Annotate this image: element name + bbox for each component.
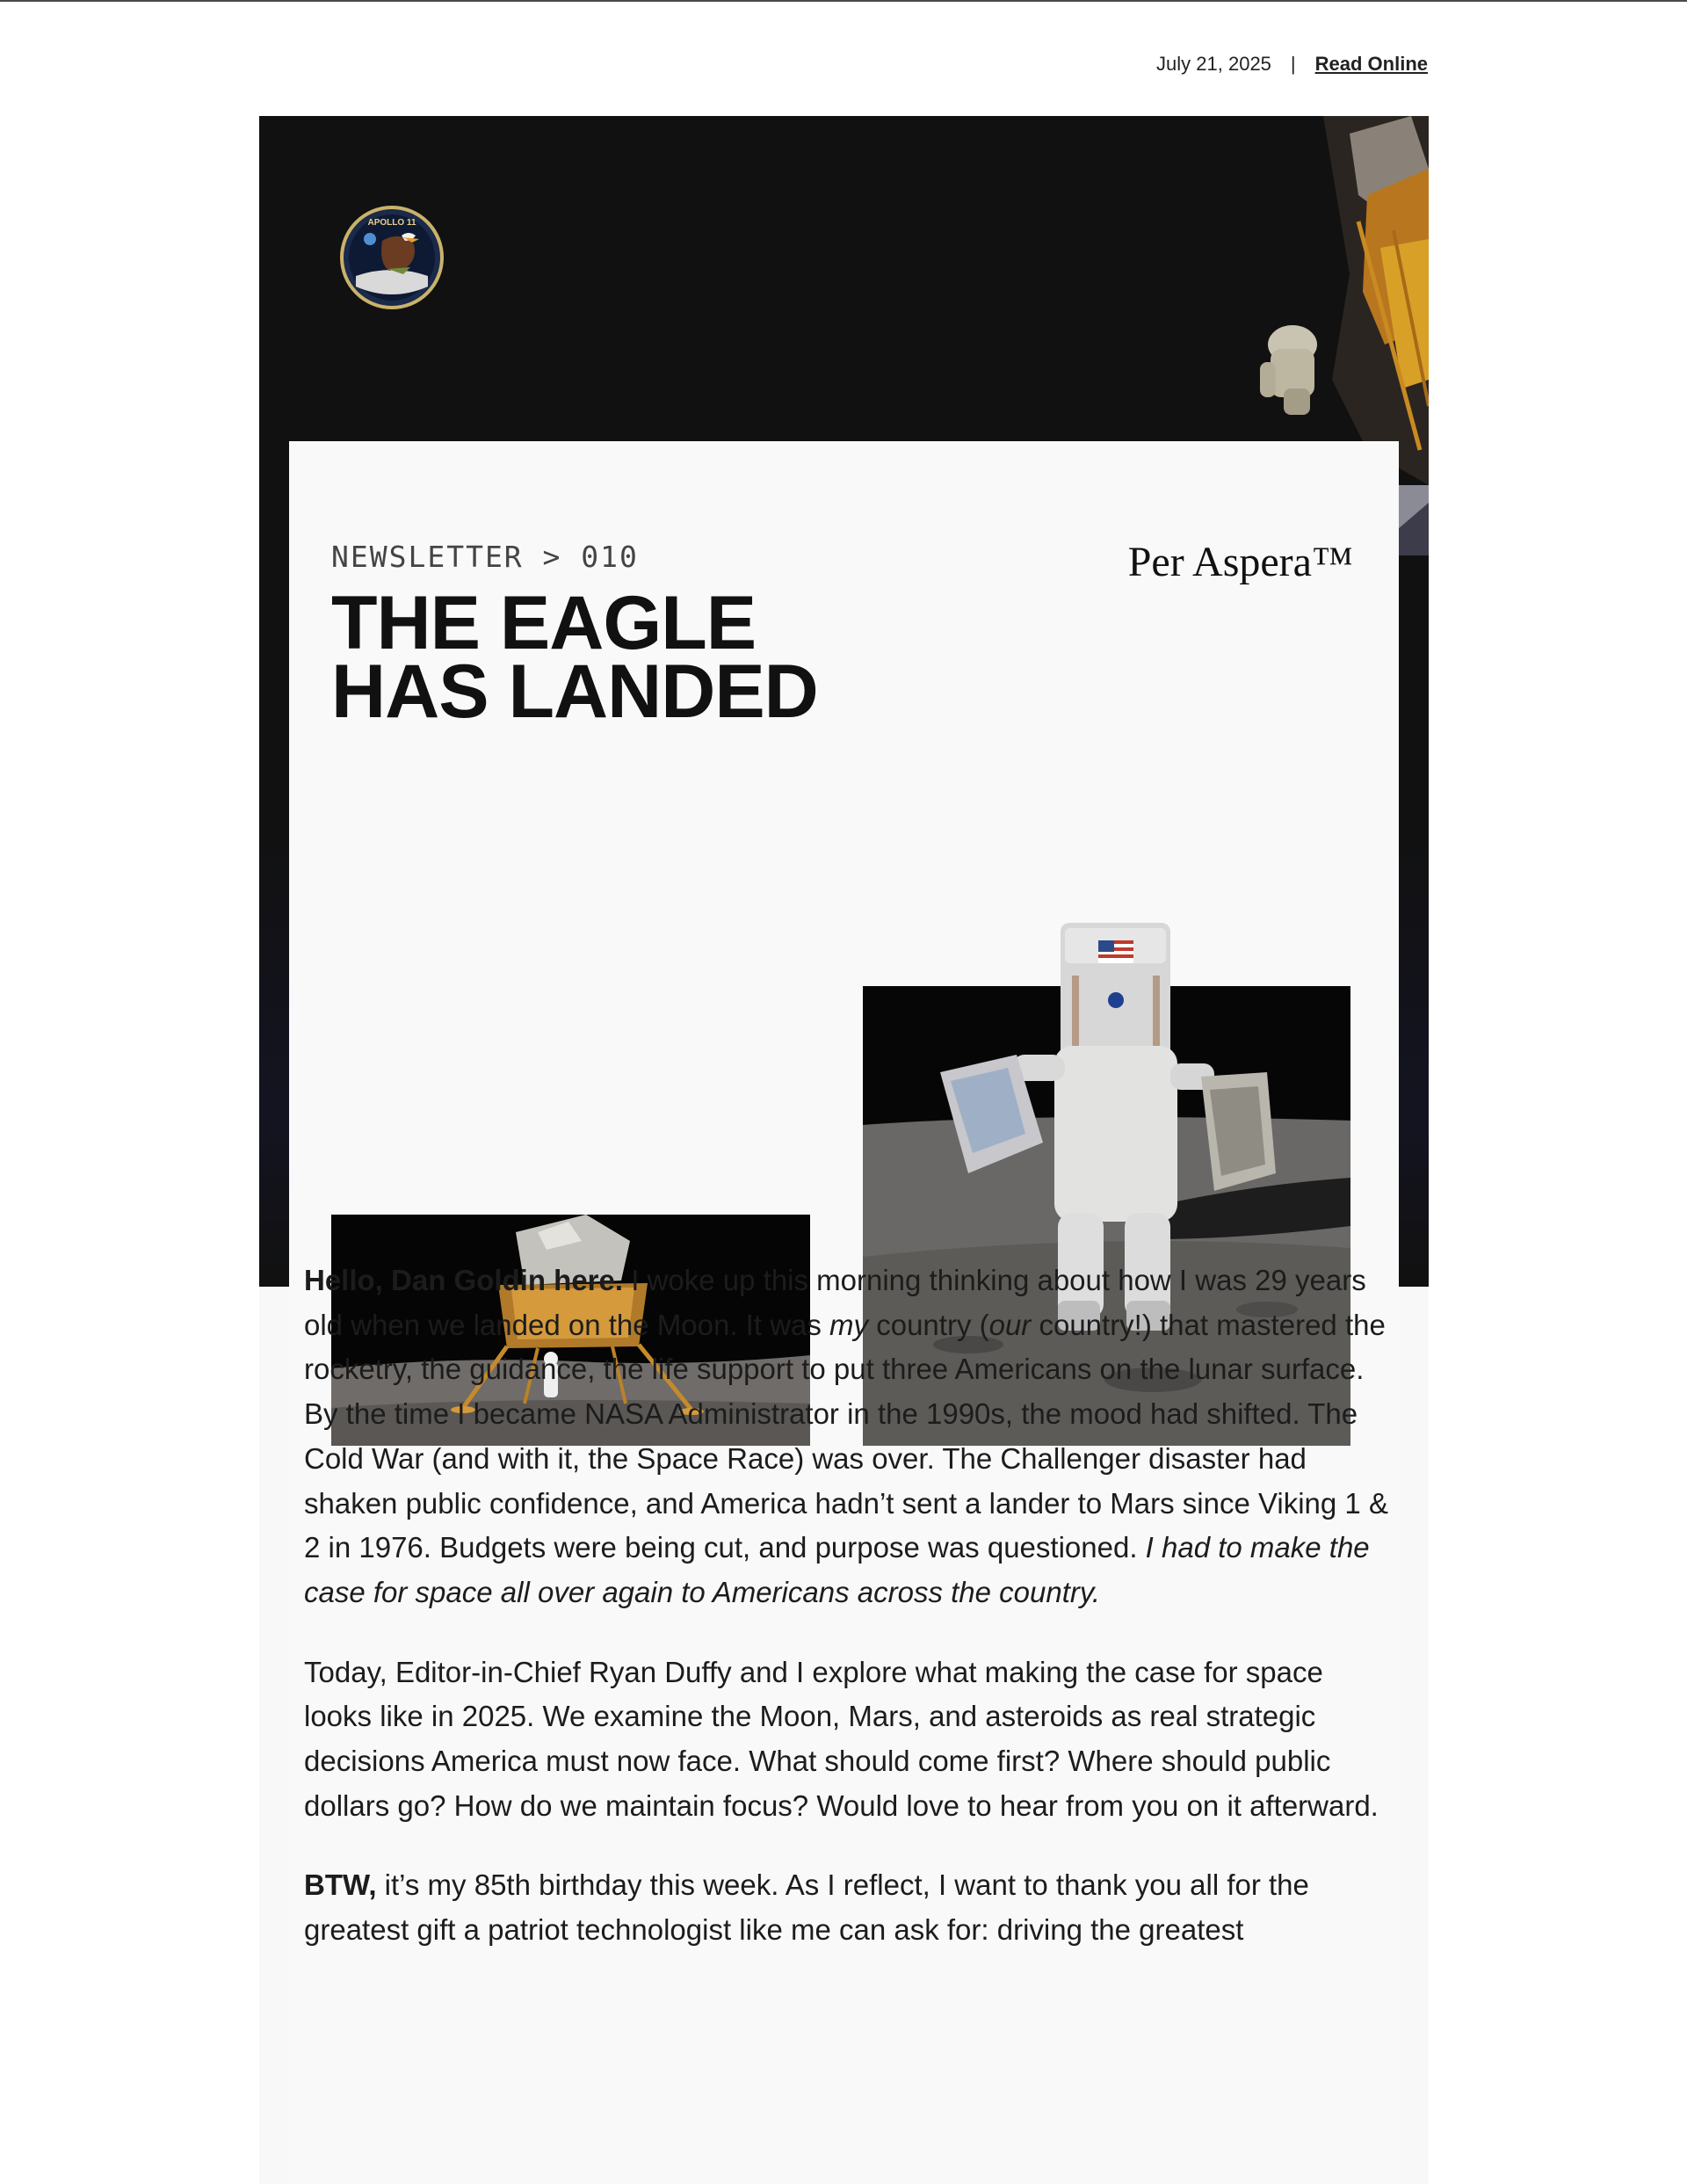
brand-logo: Per Aspera™ [1127,539,1353,585]
intro-italic-closing: I had to make the case for space all over again to Americans across the country. [304,1531,1370,1608]
top-divider [0,0,1687,2]
intro-text-1: I woke up this morning thinking about how I was 29 years old when we landed on the Moon. It was [304,1264,1366,1341]
newsletter-container [259,116,1429,2184]
newsletter-title [331,581,818,734]
email-meta-row [1156,53,1428,76]
greeting: Hello, Dan Goldin here. [304,1264,624,1296]
btw-paragraph [304,1863,1394,1952]
btw-text: it’s my 85th birthday this week. As I reflect, I want to thank you all for the greatest gift a patriot technologist like me can ask for: driving the greatest [304,1868,1309,1947]
intro-emphasis-our: our [988,1308,1032,1341]
meta-separator: | [1290,53,1296,75]
newsletter-body [304,1259,1394,1988]
title-line-1: THE EAGLE [331,581,757,665]
intro-text-2: country ( [868,1308,989,1341]
second-paragraph: Today, Editor-in-Chief Ryan Duffy and I explore what making the case for space looks like in 2025. We examine the Moon, Mars, and asteroids as real strategic decisions America must now face. What should come first? Where should public dollars go? How do we maintain focus? Would love to hear from you on it afterward. [304,1655,1379,1822]
intro-text-3: country!) that mastered the rocketry, the guidance, the life support to put three Americans on the lunar surface. By the time I became NASA Administrator in the 1990s, the mood had shifted. The Cold War (and with it, the Space Race) was over. The Challenger disaster had shaken public confidence, and America hadn’t sent a lander to Mars since Viking 1 & 2 in 1976. Budgets were being cut, and purpose was questioned. [304,1308,1388,1564]
read-online-link[interactable]: Read Online [1314,53,1428,75]
patch-text: APOLLO 11 [367,218,416,228]
apollo-11-patch-logo [340,206,444,309]
intro-emphasis-my: my [829,1308,869,1341]
title-line-2: HAS LANDED [331,649,818,734]
intro-paragraph [304,1259,1394,1615]
btw-label: BTW, [304,1868,377,1902]
issue-kicker: NEWSLETTER > 010 [331,540,639,574]
issue-date: July 21, 2025 [1156,53,1271,75]
